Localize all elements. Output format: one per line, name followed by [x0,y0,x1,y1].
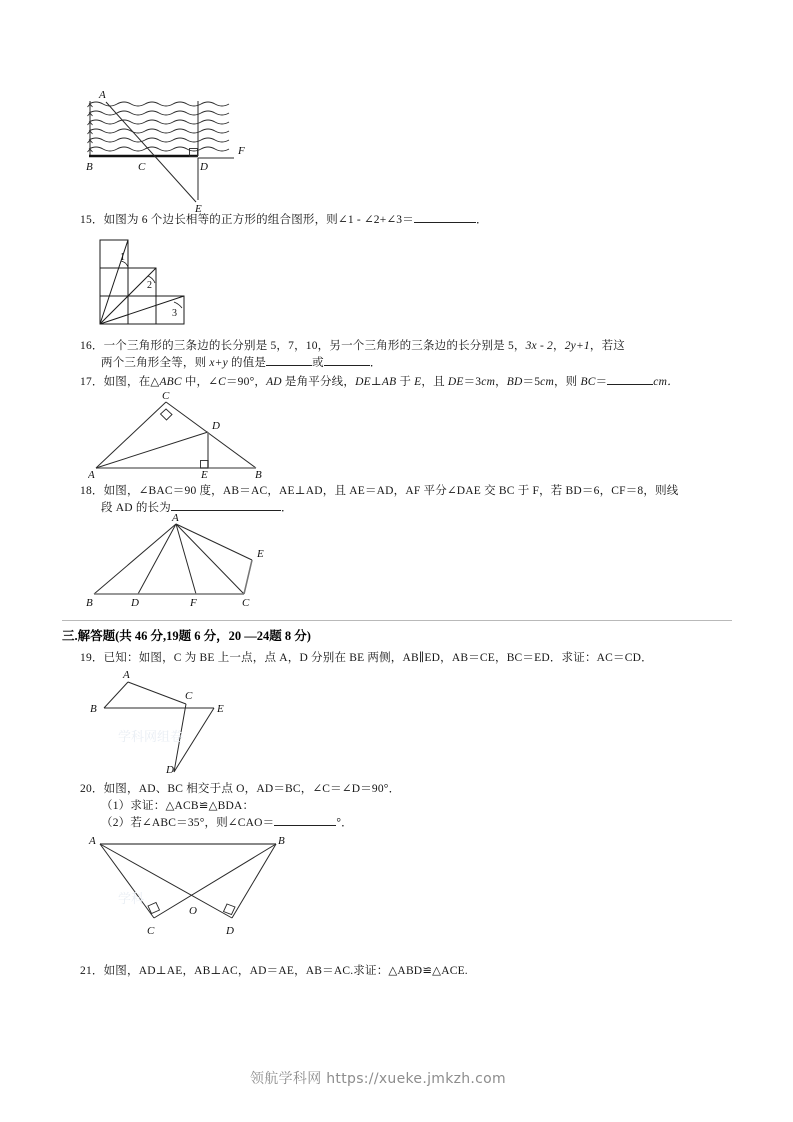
question-20-line-1 [80,781,400,798]
question-21-number: 21． [80,965,104,977]
figure-20-label-d: D [226,925,234,937]
figure-15-label-1: 1 [120,252,125,263]
figure-19-label-d: D [166,764,174,774]
figure-14-water-refraction [86,88,316,214]
figure-14-label-c: C [138,161,146,173]
question-15-text [80,212,488,229]
question-16-text-d: 两个三角形全等，则 [101,357,210,369]
question-16-text-g: ． [369,357,382,369]
figure-18-label-a: A [172,512,179,524]
q17-h: DE [355,376,371,388]
q17-r: BD [506,376,523,388]
figure-14-label-f: F [238,145,245,157]
section-divider [62,620,732,621]
q17-j: AB [381,376,397,388]
question-16-answer-blank-1[interactable] [266,365,312,366]
question-19-number: 19． [80,652,104,664]
figure-15-six-squares [96,236,231,328]
question-16-text-e: 的值是 [227,357,267,369]
figure-17-angle-bisector [88,390,300,478]
figure-19-label-b: B [90,703,97,715]
question-16-expr-3: x+y [209,357,228,369]
figure-18-label-f: F [190,597,197,608]
q17-q: ， [495,376,507,388]
q17-x: cm． [653,376,679,388]
figure-18-label-e: E [257,548,264,560]
q17-k: 于 [396,376,415,388]
footer-watermark: 领航学科网 https://xueke.jmkzh.com [250,1071,506,1087]
question-18-body-2: 段 AD 的长为 [101,502,171,514]
question-20-body-1: 如图，AD、BC 相交于点 O，AD＝BC，∠C＝∠D＝90°． [103,783,401,795]
question-18-tail: ． [280,502,293,514]
question-16-text-b: ， [553,340,565,352]
q17-e: ＝90°， [225,376,267,388]
q17-u: ，则 [553,376,581,388]
question-16-text-c: ，若这 [589,340,625,352]
figure-14-label-e: E [195,203,202,214]
q17-g: 是角平分线， [281,376,356,388]
question-20-line-2 [101,798,254,815]
question-16-text-a: 一个三角形的三条边的长分别是 5，7，10，另一个三角形的三条边的长分别是 5， [103,340,526,352]
question-18-line-1 [80,483,678,500]
question-20-answer-blank[interactable] [274,825,336,826]
figure-18-isosceles-right-triangle [86,512,306,608]
question-16-line-1 [80,338,625,355]
figure-20-label-o: O [189,905,197,917]
figure-17-label-b: B [255,469,262,478]
question-16-text-f: 或 [312,357,324,369]
question-21-body: 如图，AD⊥AE，AB⊥AC，AD＝AE，AB＝AC.求证：△ABD≌△ACE. [103,965,468,977]
question-20-body-2: （1）求证：△ACB≌△BDA： [101,800,255,812]
q17-c: 中，∠ [181,376,219,388]
q17-p: cm [481,376,496,388]
figure-17-label-c: C [162,390,170,402]
q17-s: ＝5 [522,376,541,388]
q17-b: ABC [159,376,182,388]
figure-18-label-c: C [242,597,250,608]
q17-o: ＝3 [463,376,482,388]
question-21-text [80,963,468,980]
figure-17-label-e: E [201,469,208,478]
figure-17-label-d: D [212,420,220,432]
question-16-number: 16． [80,340,104,352]
q17-a: 如图，在△ [103,376,160,388]
question-17-text [80,374,679,391]
q17-t: cm [540,376,554,388]
figure-20-label-b: B [278,835,285,847]
question-18-number: 18． [80,485,104,497]
question-17-number: 17． [80,376,104,388]
question-16-line-2 [101,355,382,372]
figure-15-label-3: 3 [172,308,177,319]
q17-f: AD [266,376,282,388]
figure-20-label-c: C [147,925,155,937]
q17-i: ⊥ [370,376,382,388]
question-16-answer-blank-2[interactable] [324,365,370,366]
figure-19-label-a: A [123,669,130,681]
scan-artifact-1: 学科网组卷 [118,730,184,745]
question-17-answer-blank[interactable] [607,384,653,385]
figure-18-label-d: D [131,597,139,608]
figure-19-parallel-congruence [86,666,306,774]
question-18-answer-blank[interactable] [171,510,281,511]
question-19-body: 已知：如图，C 为 BE 上一点，点 A，D 分别在 BE 两侧，AB∥ED，AB＝CE，BC＝ED．求证：AC＝CD． [103,652,653,664]
q17-m: ，且 [421,376,448,388]
figure-15-label-2: 2 [147,280,152,291]
q17-n: DE [447,376,464,388]
question-18-body: 如图，∠BAC＝90 度，AB＝AC，AE⊥AD，且 AE＝AD，AF 平分∠DAE 交 BC 于 F，若 BD＝6，CF＝8，则线 [103,485,679,497]
question-15-tail: ． [475,214,488,226]
figure-19-label-c: C [185,690,193,702]
figure-14-label-d: D [200,161,208,173]
scan-artifact-2: 学科 [118,892,145,907]
figure-20-label-a: A [89,835,96,847]
question-16-expr-1: 3x - 2 [525,340,553,352]
figure-19-label-e: E [217,703,224,715]
question-15-answer-blank[interactable] [414,222,476,223]
question-20-number: 20． [80,783,104,795]
q17-l: E [414,376,422,388]
q17-w: ＝ [595,376,608,388]
question-16-expr-2: 2y+1 [564,340,590,352]
q17-v: BC [580,376,596,388]
figure-18-label-b: B [86,597,93,608]
figure-17-label-a: A [88,469,95,478]
question-20-line-3 [101,815,353,832]
section-3-header: 三.解答题(共 46 分,19题 6 分，20 —24题 8 分) [62,629,311,643]
question-20-body-4: °． [336,817,353,829]
question-15-number: 15． [80,214,104,226]
question-19-text [80,650,653,667]
question-15-body: 如图为 6 个边长相等的正方形的组合图形，则∠1 - ∠2+∠3＝ [103,214,414,226]
question-20-body-3: （2）若∠ABC＝35°，则∠CAO＝ [101,817,275,829]
figure-14-label-a: A [99,89,106,101]
q17-d: C [218,376,226,388]
figure-14-label-b: B [86,161,93,173]
